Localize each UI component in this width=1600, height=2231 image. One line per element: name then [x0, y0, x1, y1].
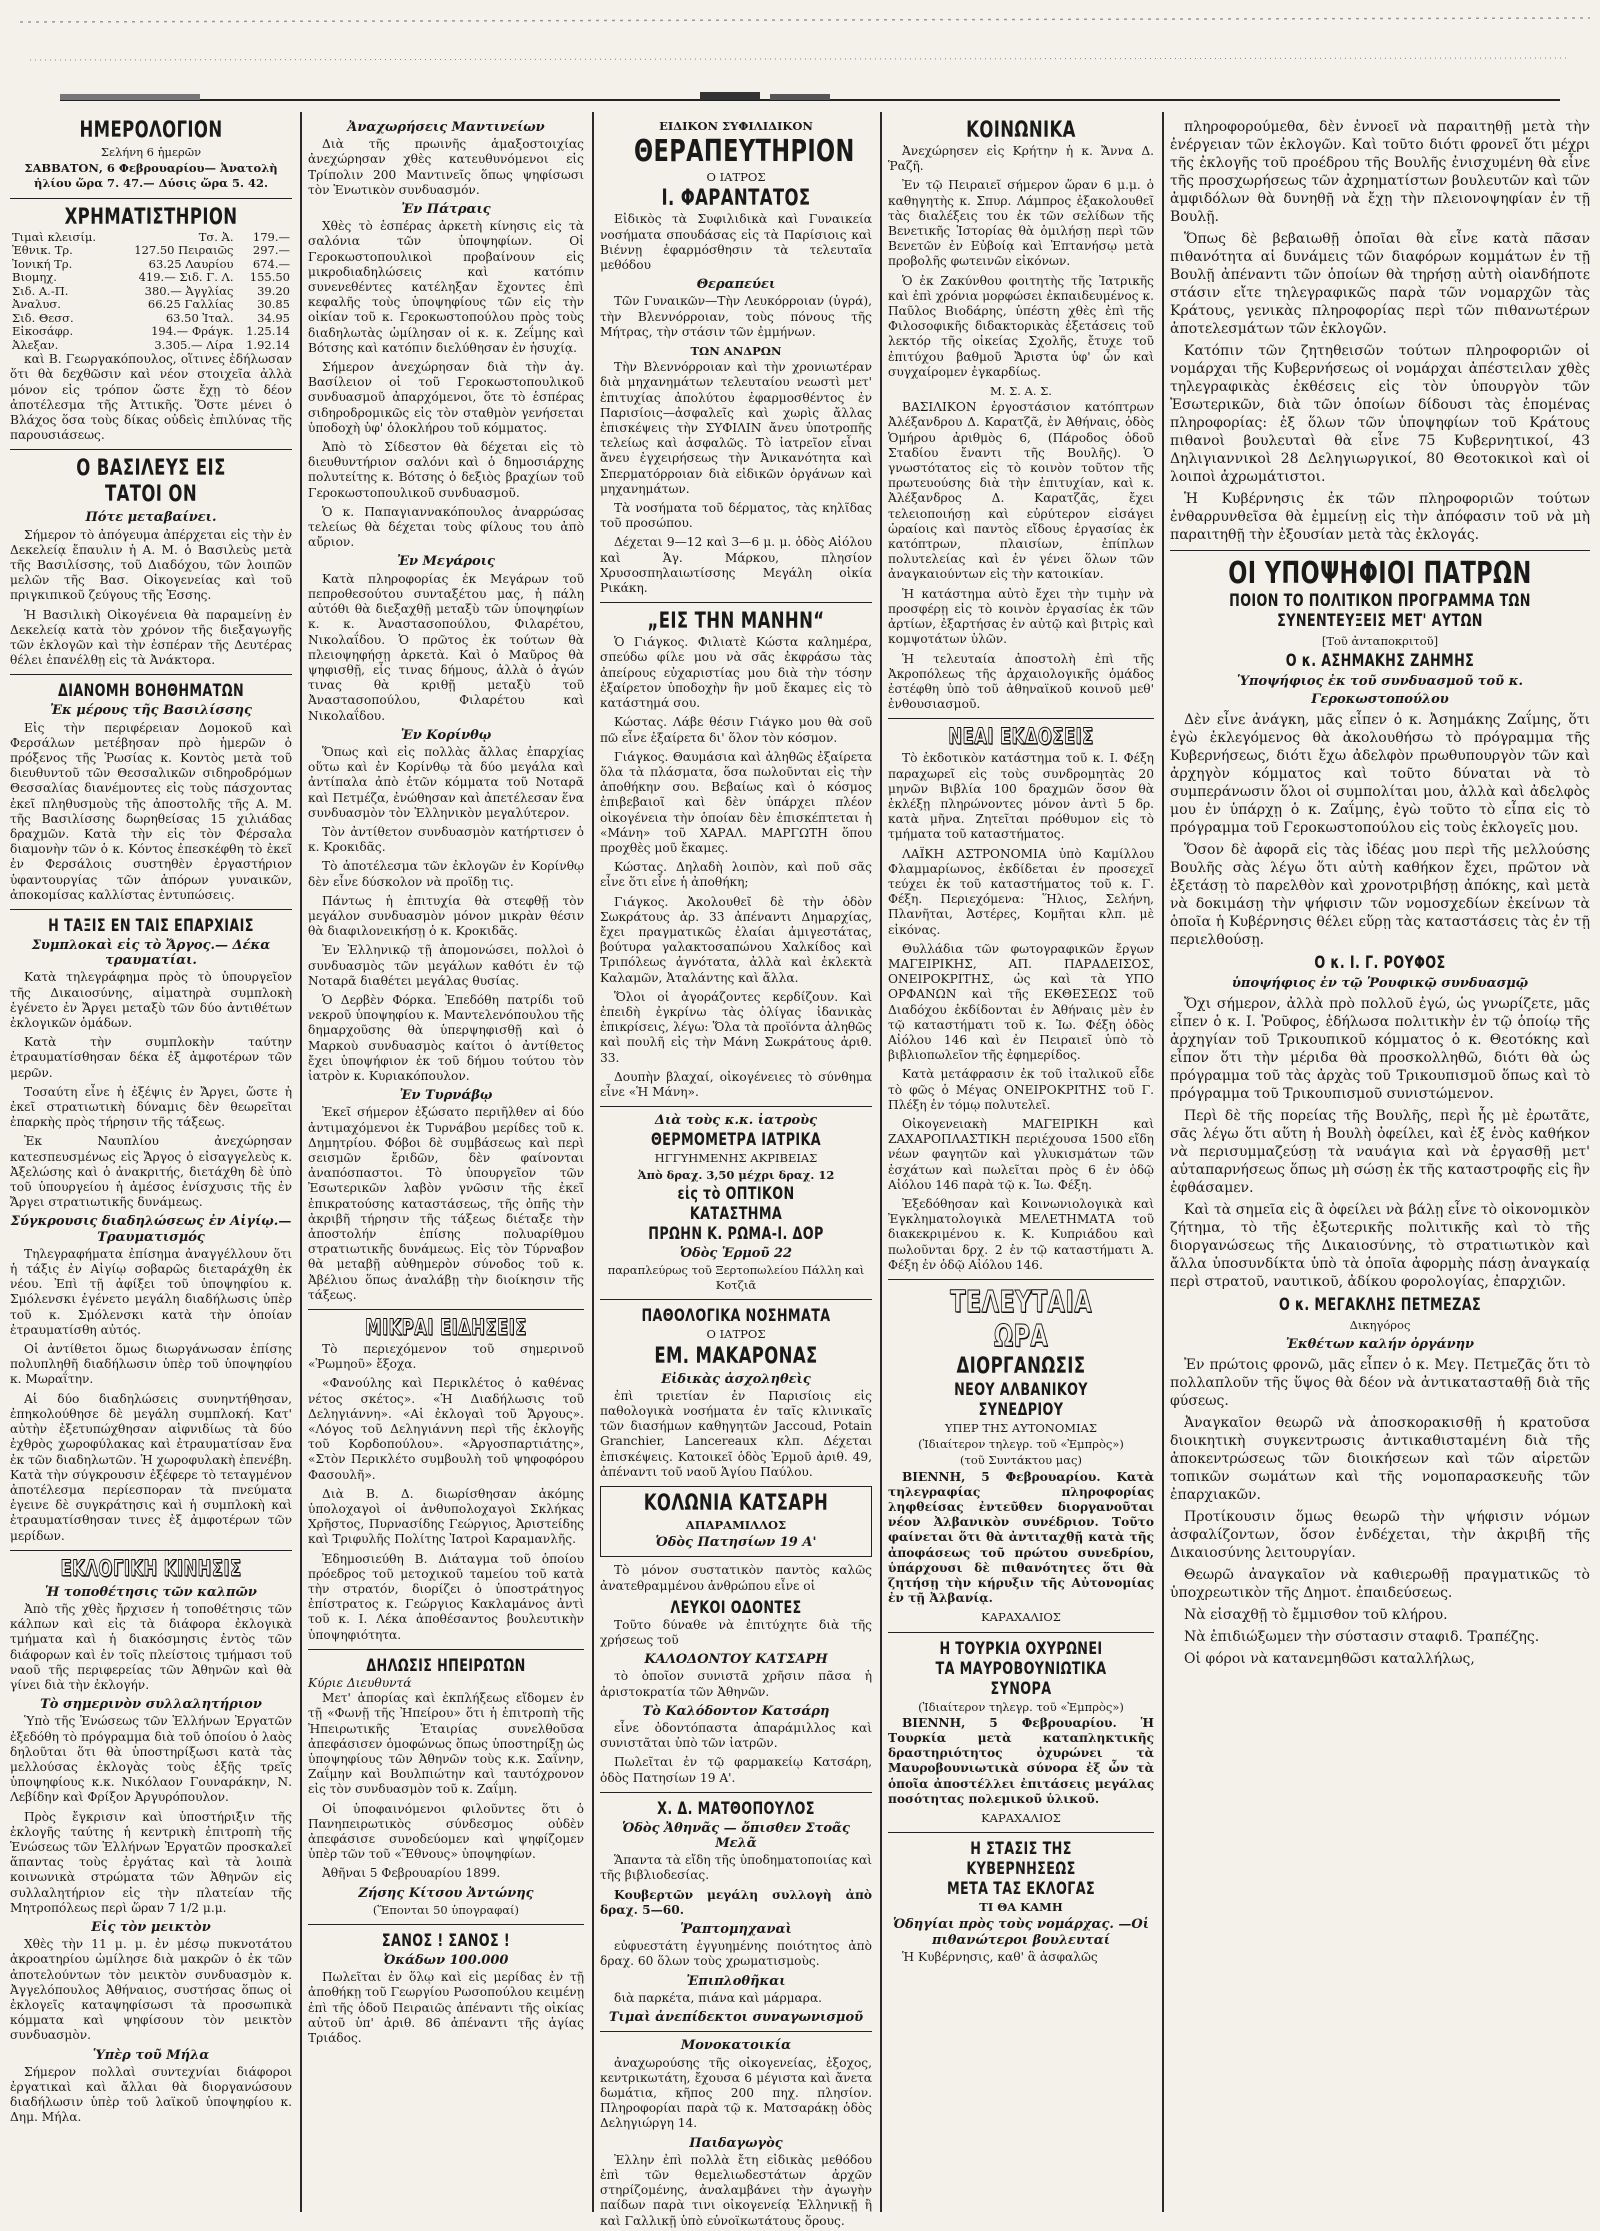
turkey-source: (Ἰδιαίτερον τηλεγρ. τοῦ «Ἐμπρὸς»)	[918, 1699, 1124, 1714]
ad-text: Γιάγκος. Θαυμάσια καὶ ἀληθῶς ἐξαίρετα ὅλα τὰ πλάσματα, ὅσα πωλοῦνται εἰς τὴν ἀποθήκην σου. Βεβαίως καὶ ὁ κόσμος ἐπιβεβαιοῖ καὶ δὲν ὑπάρχει πλέον οἰκογένεια τὴν ὁποίαν δὲν ἐπισκέπτεται ἡ «Μάνη» τοῦ ΧΑΡΑΛ. ΜΑΡΓΩΤΗ ὅπου προχθὲς μοῦ ἔκαμες.	[600, 749, 872, 855]
article-paragraph: Ὄχι σήμερον, ἀλλὰ πρὸ πολλοῦ ἐγώ, ὡς γνωρίζετε, μᾶς εἶπεν ὁ κ. Ι. Ῥοῦφος, ἐδήλωσα πολιτικὴν ἐν τῷ ὁποίῳ τῆς ἀρχηγίαν τοῦ Τρικουπικοῦ κόμματος ὁ κ. Θεοτόκης καὶ εἶπον ὅτι τὴν μέριδα θὰ προσκολληθῶ, διότι θὰ ὡς πρόγραμμα τοῦ τὰς ἀρχὰς τοῦ Τρικουπισμοῦ ὅπως καὶ τὸ πρόγραμμα τοῦ Τρικουπισμοῦ συνιστώμενον.	[1170, 996, 1590, 1102]
mila-subhead: Ὑπὲρ τοῦ Μήλα	[92, 2047, 210, 2063]
article-paragraph: Μετ' ἀπορίας καὶ ἐκπλήξεως εἴδομεν ἐν τῇ «Φωνῇ τῆς Ἠπείρου» ὅτι ἡ ἐπιτροπὴ τῆς Ἠπειρωτικῆς Ἑταιρίας συνελθοῦσα ἀπεφάσισεν ὁμοφώνως ὅπως ὑποστηρίξῃ ὡς ὑποψηφίους τῶν Ἀθηνῶν τοὺς κ.κ. Σαΐνην, Ζαΐμην καὶ Βουλπιώτην καὶ ταυτόχρονον εἰς τὸν συνδυασμὸν τοῦ κ. Ζαΐμη.	[308, 1691, 584, 1797]
article-paragraph: Ὑπὸ τῆς Ἑνώσεως τῶν Ἑλλήνων Ἐργατῶν ἐξεδόθη τὸ πρόγραμμα διὰ τοῦ ὁποίου ὁ λαὸς δηλοῦται ὅτι θὰ ὑποστηρίξωσι κατὰ τὰς μελλούσας ἐκλογὰς τοὺς ἑξῆς τρεῖς ὑποψηφίους κ.κ. Νικόλαον Γουναράκην, Ν. Λεβίδην καὶ Φρίξον Ἀργυρόπουλον.	[10, 1714, 292, 1805]
calendar-moon: Σελήνη 6 ἡμερῶν	[100, 145, 202, 159]
ad-mani-title: „ΕΙΣ ΤΗΝ ΜΑΝΗΝ“	[647, 609, 825, 635]
ad-text: Κώστας. Δηλαδὴ λοιπὸν, καὶ ποῦ σᾶς εἶνε ὅτι εἶνε ἡ ἀποθήκη;	[600, 860, 872, 890]
ad-text: Ἅπαντα τὰ εἴδη τῆς ὑποδηματοποιίας καὶ τῆς βιβλιοδεσίας.	[600, 1853, 872, 1883]
ad-text: εὐφυεστάτη ἐγγυημένης ποιότητος ἀπὸ δραχ. 60 ὅλων τοὺς χρωματισμοὺς.	[600, 1939, 872, 1969]
ad-shop-address: Ὁδὸς Ἀθηνᾶς — ὄπισθεν Στοᾶς Μελᾶ	[622, 1820, 850, 1852]
ad-text: Δέχεται 9—12 καὶ 3—6 μ. μ. ὁδὸς Αἰόλου καὶ Ἁγ. Μάρκου, πλησίον Χρυσοσπηλαιωτίσσης Μεγάλη οἰκία Ρικάκη.	[600, 535, 872, 596]
exchange-cell: 66.25 Γαλλίας	[147, 297, 234, 312]
exchange-cell: 419.— Σιδ. Γ. Λ.	[138, 270, 234, 285]
brief-news-headline: ΜΙΚΡΑΙ ΕΙΔΗΣΕΙΣ	[365, 1316, 527, 1342]
article-paragraph: Εἰς τὴν περιφέρειαν Δομοκοῦ καὶ Φερσάλων μετέβησαν πρὸ ἡμερῶν ὁ πρόξενος τῆς Ῥωσίας κ. Κοντὸς μετὰ τοῦ διευθυντοῦ τῶν Θεσσαλικῶν σιδηροδρόμων Θεσσαλίας διανέμοντες εἰς τοὺς πάσχοντας ἐκεῖ πληθυσμοὺς τῆς ἀποστολῆς τῆς Α. Μ. τῆς Βασιλίσσης δωρηθείσας 15 χιλιάδας δραχμῶν. Κατὰ τὴν εἰς τὸν Φέρσαλα διαμονὴν τῶν ὁ κ. Κόντος ἐπεσκέφθη τὸ ἐκεῖ ἐν Φερσάλοις συστηθὲν ἐργαστήριον ὑφαντουργίας τῶν ἀπόρων γυναικῶν, ἀποκομίσας καλλίστας ἐντυπώσεις.	[10, 720, 292, 902]
social-signature: Μ. Σ. Α. Σ.	[990, 384, 1052, 399]
ad-text: Κώστας. Λάβε θέσιν Γιάγκο μου θὰ σοῦ πῶ εἶνε ἐξαίρετα δι' ὅλον τὸν κόσμον.	[600, 715, 872, 745]
article-paragraph: Τὸ ἀποτέλεσμα τῶν ἐκλογῶν ἐν Κορίνθῳ δὲν εἶνε δύσκολον νὰ προϊδῃ τις.	[308, 859, 584, 889]
ad-thermo-address: Ὁδὸς Ἑρμοῦ 22	[679, 1245, 793, 1261]
exchange-cell: Σιδ. Α.-Π.	[12, 283, 69, 298]
exchange-cell: 179.—	[252, 229, 290, 244]
article-paragraph: Καὶ τὰ σημεῖα εἰς ἃ ὀφείλει νὰ βάλῃ εἶνε τὸ οἰκονομικὸν ζήτημα, τὸ τῆς ἐξωτερικῆς πολιτικῆς καὶ τὸ τῆς διοργανώσεως τῆς Δικαιοσύνης, τὸ στρατιωτικὸν καὶ ἄλλα ὑποσυνδίκτα ὑπὸ τὰ ὁποῖα ἀφορμὴς πάσῃ ἀναγκαίᾳ περὶ στρατοῦ, ναυτικοῦ, ἀδίκου φορολογίας, ἐπαρχιῶν.	[1170, 1202, 1590, 1290]
exchange-after-text: καὶ Β. Γεωργακόπουλος, οἵτινες ἐδήλωσαν ὅτι θὰ δεχθῶσιν καὶ νέον στοιχεῖα ἀλλὰ μόνον εἰς τρόπον ὥστε ἔχῃ τὸ δέον ἀποτέλεσμα τῆς Ἀττικῆς. Ὅστε μένει ὁ Βλάχος ὅσα τοὺς δίκας οὐδεὶς ἐπιλύνας τῆς παρουσιάσεως.	[10, 352, 292, 443]
ad-clinic-top: ΕΙΔΙΚΟΝ ΣΥΦΙΛΙΔΙΚΟΝ	[659, 119, 813, 133]
epirus-signature-note: (Ἕπονται 50 ὑπογραφαί)	[372, 1902, 520, 1917]
article-paragraph: Χθὲς τὴν 11 μ. μ. ἐν μέσῳ πυκνοτάτου ἀκροατηρίου ὡμίλησε διὰ μακρῶν ὁ ἐκ τῶν ἀποτελούντων τὸν μεικτὸν συνδυασμὸν κ. Ἀγγελόπουλος Ἀθήναιος, συστήσας ὅπως οἱ ἐκλογεῖς καταψηφίσωσι τὰ προσωπικὰ κόμματα καὶ ψηφίσουν τὸν μεικτὸν συνδυασμὸν.	[10, 1937, 292, 2043]
article-paragraph: ΒΙΕΝΝΗ, 5 Φεβρουαρίου. Κατὰ τηλεγραφίας πληροφορίας ληφθείσας ἐντεῦθεν διοργανοῦται νέον Ἀλβανικὸν συνέδριον. Τοῦτο φαίνεται ὅτι θὰ ἀντιταχθῇ κατὰ τῆς ἀποφάσεως τοῦ πρώτου συνεδρίου, ὑπάρχουσι δὲ πιθανότητες ὅτι θὰ ζητήσῃ τὴν κήρυξιν τῆς Αὐτονομίας ἐν τῇ Ἀλβανίᾳ.	[888, 1469, 1154, 1606]
ad-thermo-title: ΘΕΡΜΟΜΕΤΡΑ ΙΑΤΡΙΚΑ	[650, 1130, 822, 1151]
exchange-row	[10, 325, 292, 339]
column-5	[1170, 118, 1590, 2208]
ad-clinic-sub: Ο ΙΑΤΡΟΣ	[706, 170, 766, 185]
column-rule	[1162, 112, 1164, 2212]
exchange-cell: 63.50 Ἰταλ.	[165, 310, 234, 325]
article-paragraph: Ἡ κατάστημα αὐτὸ ἔχει τὴν τιμὴν νὰ προσφέρῃ εἰς τὸ κοινὸν ἐργασίας ἐκ τῶν ἀρτίων, ἐξαρτήσας ἐν αὐτῷ καὶ βιτρὶς καὶ κομψοτάτων ὑλῶν.	[888, 586, 1154, 647]
column-3-ads	[600, 118, 872, 2228]
last-hour-headline: ΤΕΛΕΥΤΑΙΑ ΩΡΑ	[950, 1285, 1092, 1355]
government-headline-3: ΤΙ ΘΑ ΚΑΜΗ	[979, 1900, 1063, 1915]
exchange-cell: 674.—	[252, 256, 290, 271]
ad-text: εἶνε ὀδοντόπαστα ἀπαράμιλλος καὶ συνιστᾶται ὑπὸ τῶν ἰατρῶν.	[600, 1721, 872, 1751]
column-1	[10, 118, 292, 2208]
column-4	[888, 118, 1154, 2208]
article-paragraph: Ὁ κ. Παπαγιαννακόπουλος ἀναρρώσας τελείως θὰ δέχεται τοὺς φίλους του ἀπὸ αὔριον.	[308, 504, 584, 550]
mantinea-subhead: Ἀναχωρήσεις Μαντινείων	[347, 120, 545, 135]
hay-ad-amount: Ὀκάδων 100.000	[383, 1952, 509, 1968]
albania-headline-3: ΥΠΕΡ ΤΗΣ ΑΥΤΟΝΟΜΙΑΣ	[944, 1421, 1098, 1436]
turkey-headline-2: ΤΑ ΜΑΥΡΟΒΟΥΝΙΩΤΙΚΑ ΣΥΝΟΡΑ	[935, 1658, 1107, 1699]
zaimis-headline: Ο κ. ΑΣΗΜΑΚΗΣ ΖΑΗΜΗΣ	[1285, 651, 1475, 671]
government-headline-1: Η ΣΤΑΣΙΣ ΤΗΣ ΚΥΒΕΡΝΗΣΕΩΣ	[966, 1839, 1076, 1880]
article-paragraph: Τὸ περιεχόμενον τοῦ σημερινοῦ «Ῥωμηοῦ» ἔξοχα.	[308, 1342, 584, 1372]
exchange-cell: Ἰονική Τρ.	[12, 256, 73, 271]
article-paragraph: Κατὰ πληροφορίας ἐκ Μεγάρων τοῦ πεπροθεσούτου συνταξέτου μας, ἡ πάλη αὐτόθι θὰ διεξαχθῇ μεταξὺ τῶν ὑποψηφίων κ. κ. Ἀναστασοπούλου, Φιλαρέτου, Νικολαΐδου. Ὁ πρῶτος ἐκ τούτων θὰ πλειοψηφήσῃ ἀρκετὰ. Καὶ ὁ Μαῦρος θὰ ψηφισθῇ, εἶς τινας δήμους, ἀλλὰ ὁ ἀγών τινας θὰ κριθῇ μεταξὺ τοῦ Ἀναστασοπούλου, Φιλαρέτου καὶ Νικολαΐδου.	[308, 571, 584, 723]
new-editions-headline: ΝΕΑΙ ΕΚΔΟΣΕΙΣ	[948, 725, 1094, 751]
article-paragraph: Οἱ ἀντίθετοι ὅμως διωργάνωσαν ἐπίσης πολυπληθῆ διαδήλωσιν ὑπὲρ τοῦ ὑποψηφίου κ. Μωραΐτην.	[10, 1342, 292, 1387]
aid-headline: ΔΙΑΝΟΜΗ ΒΟΗΘΗΜΑΤΩΝ	[57, 681, 245, 702]
exchange-cell: Σιδ. Θεσσ.	[12, 310, 74, 325]
article-paragraph: Θεωρῶ ἀναγκαῖον νὰ καθιερωθῇ πραγματικῶς τὸ ὑποχρεωτικὸν τῆς Δημοτ. ἐπαιδεύσεως.	[1170, 1567, 1590, 1601]
article-paragraph: Ὅσον δὲ ἀφορᾶ εἰς τὰς ἰδέας μου περὶ τῆς μελλούσης Βουλῆς σὰς λέγω ὅτι αὐτὴ καθήκον ἔχει, πρῶτον νὰ ἐξετάσῃ τὸ παρελθὸν καὶ χρονοτριβήσῃ ἀπόκης, καὶ μετὰ νὰ δοκιμάσῃ τὴν ψήφισιν τῶν νομοσχεδίων ἐκείνων τὰ ὁποῖα ἡ Κυβέρνησις θέλει εὕρῃ τὰς καταστάσεις τὰς ἐν τῇ περιελθούσῃ.	[1170, 842, 1590, 948]
article-paragraph: Ἐδημοσιεύθη Β. Διάταγμα τοῦ ὁποίου πρόεδρος τοῦ μετοχικοῦ ταμείου τοῦ κατὰ τὴν στρατόν, διορίζει ὁ ὑποστράτηγος ἐπίστρατος κ. Γεώργιος Κακλαμάνος ἀντὶ τοῦ κ. Ι. Λέκα ἀποθέσαντος βουλευτικὴν ὑποψηφιότητα.	[308, 1551, 584, 1642]
article-paragraph: Κατόπιν τῶν ζητηθεισῶν τούτων πληροφοριῶν οἱ νομάρχαι τῆς Κυβερνήσεως οἱ νομάρχαι ἀπέστειλαν χθὲς τηλεγραφικὰς ἐκθέσεις εἰς τὸν ὑπουργὸν τῶν Ἐσωτερικῶν, διὰ τῶν ὁποίων δίδουσι τὰς ἑπομένας πληροφορίας: ἐξ ὅλων τῶν ὑποψηφίων τοῦ Κράτους πιθανοὶ βουλευταὶ θὰ εἶνε 75 Κυβερνητικοί, 43 Δηλιγιαννικοὶ 28 Δεληγιωργικοί, 80 Θεοτοκικοὶ καὶ οἱ λοιποὶ ἀχρωμάτιστοι.	[1170, 343, 1590, 485]
exchange-row	[10, 298, 292, 312]
ad-text: ἀναχωρούσης τῆς οἰκογενείας, ἐξοχος, κεντρικωτάτη, ἔχουσα 6 μέγιστα καὶ ἄνετα δωμάτια, κῆπος 200 πηχ. πλησίον. Πληροφορίαι παρὰ τῷ κ. Ματσαράκῃ ὁδὸς Δεληγιώργη 14.	[600, 2055, 872, 2131]
ad-clinic-men: ΤΩΝ ΑΝΔΡΩΝ	[690, 344, 782, 359]
turkey-headline-1: Η ΤΟΥΡΚΙΑ ΟΧΥΡΩΝΕΙ	[939, 1638, 1103, 1659]
ballot-subhead: Ἡ τοποθέτησις τῶν καλπῶν	[45, 1584, 257, 1600]
ad-furniture-head: Ἐπιπλοθῆκαι	[686, 1973, 786, 1989]
patras-correspondent: [Τοῦ ἀνταποκριτοῦ]	[1321, 634, 1439, 648]
article-paragraph: Θυλλάδια τῶν φωτογραφικῶν ἔργων ΜΑΓΕΙΡΙΚΗΣ, ΑΠ. ΠΑΡΑΔΕΙΣΟΣ, ΟΝΕΙΡΟΚΡΙΤΗΣ, ὡς καὶ τὰ ΥΠΟ ΟΡΦΑΝΩΝ καὶ τῆς ΕΚΘΕΣΕΩΣ τοῦ Διαδόχου ἐκδίδονται ἐν Ἀθήναις μὲν ἐν τῷ καταστήματι τοῦ κ. Ἰω. Φέξη ὁδὸς Αἰόλου 146 καὶ ἐν Πειραιεῖ ὑπὸ τὸ βιβλιοπωλεῖον τῆς ἐφημερίδος.	[888, 941, 1154, 1063]
article-paragraph: Ἀναγκαῖον θεωρῶ νὰ ἀποσκορακισθῇ ἡ κρατοῦσα διοικητικὴ συγκεντρωσις ἀντικαθισταμένη διὰ τῆς ἀποκεντρώσεως τῶν διοικήσεων καὶ τῶν αἱρετῶν τοπικῶν σωμάτων καὶ τῆς νομοπαρασκευῆς τῶν ἐπαρχιακῶν.	[1170, 1415, 1590, 1503]
ad-text: Ὅλοι οἱ ἀγοράζοντες κερδίζουν. Καὶ ἐπειδὴ ἐγκρίνω τὰς ὀλίγας ἰδανικὰς ἐπικρίσεις, λέγω: Ὅλα τὰ προϊόντα ἀληθῶς καὶ πουλῆ εἰς τὴν Μάνη Σωκράτους ἀριθ. 33.	[600, 989, 872, 1065]
column-rule	[880, 112, 882, 2212]
ad-text: Τὸ μόνον συστατικὸν παντὸς καλῶς ἀνατεθραμμένου ἀνθρώπου εἶνε οἱ	[600, 1563, 872, 1593]
ad-clinic-subhead: Θεραπεύει	[696, 277, 776, 293]
albania-headline-1: ΔΙΟΡΓΑΝΩΣΙΣ	[956, 1354, 1086, 1380]
article-paragraph: Ἐν τῷ Πειραιεῖ σήμερον ὥραν 6 μ.μ. ὁ καθηγητὴς κ. Σπυρ. Λάμπρος ἐξακολουθεῖ τὰς διαλέξεις του ἐκ τῶν σελίδων τῆς Βενετικῆς Ἱστορίας θὰ ὁμιλήσῃ περὶ τῶν Βενετῶν ἐν Εὐβοίᾳ καὶ Ἑπτανήσῳ μετὰ προβολῆς φωτεινῶν εἰκόνων.	[888, 178, 1154, 269]
article-paragraph: Πάντως ἡ ἐπιτυχία θὰ στεφθῇ τὸν μεγάλον συνδυασμὸν μόνον μικρὰν θέσιν θὰ διαφιλονεικήσῃ ὁ κ. Κροκιδᾶς.	[308, 893, 584, 939]
ad-path-subhead: Εἰδικὰς ἀσχοληθεὶς	[661, 1371, 811, 1387]
ad-house-head: Μονοκατοικία	[680, 2038, 792, 2054]
article-paragraph: Κατὰ τὴν συμπλοκὴν ταύτην ἐτραυματίσθησαν δέκα ἐξ ἀμφοτέρων τῶν μερῶν.	[10, 1035, 292, 1080]
ad-shop-name: Χ. Δ. ΜΑΤΘΟΠΟΥΛΟΣ	[657, 1798, 815, 1819]
article-paragraph: Ἀπὸ τὸ Σίδεστον θὰ δέχεται εἰς τὸ διευθυντήριον σαλόνι καὶ ὁ δημοσιάρχης πολυτείτης κ. Βότσης ὁ δεξιὸς βραχίων τοῦ Γεροκωστοπουλικοῦ συνδυασμοῦ.	[308, 440, 584, 500]
article-paragraph: Τὸ ἐκδοτικὸν κατάστημα τοῦ κ. Ι. Φέξη παραχωρεῖ εἰς τοὺς συνδρομητὰς 20 μηνῶν Βιβλία 100 δραχμῶν ὅσον θὰ ἐκλέξῃ πληρώνοντες μόνον ἀντὶ 5 δρ. κατὰ μῆνα. Ζητεῖται πρόθυμον εἰς τὸ τμήματα τοῦ καταστήματος.	[888, 751, 1154, 842]
article-paragraph: Πωλεῖται ἐν ὅλῳ καὶ εἰς μερίδας ἐν τῇ ἀποθήκῃ τοῦ Γεωργίου Ρωσοπούλου κειμένῃ ἐπὶ τῆς ὁδοῦ Πειραιῶς ἀπέναντι τῆς οἰκίας αὐτοῦ ὑπ' ἀριθ. 86 ἀπέναντι τῆς ἁγίας Τριάδος.	[308, 1970, 584, 2045]
exchange-cell: 3.305.— Λίρα	[154, 337, 234, 352]
ad-clinic-title: ΘΕΡΑΠΕΥΤΗΡΙΟΝ	[634, 134, 855, 170]
patras-candidates-headline: ΟΙ ΥΠΟΨΗΦΙΟΙ ΠΑΤΡΩΝ	[1228, 556, 1532, 591]
ad-path-doctor: ΕΜ. ΜΑΚΑΡΟΝΑΣ	[654, 1343, 818, 1369]
article-paragraph: Προτίκουσιν ὅμως θεωρῶ τὴν ψήφισιν νόμων ἀσφαλίζοντων, ὅσον ἐνδέχεται, τὴν ἀκριβῆ τῆς Δικαιοσύνης λειτουργίαν.	[1170, 1509, 1590, 1561]
article-paragraph: Ἡ Κυβέρνησις ἐκ τῶν πληροφοριῶν τούτων ἐνθαρρυνθεῖσα θὰ ἐμμείνῃ εἰς τὴν ἀπόφασιν τοῦ νὰ μὴ παραιτηθῇ τὴν ἐξουσίαν μετὰ τὰς ἐκλογάς.	[1170, 491, 1590, 543]
hay-ad-headline: ΣΑΝΟΣ ! ΣΑΝΟΣ !	[381, 1930, 511, 1951]
calendar-date: ΣΑΒΒΑΤΟΝ, 6 Φεβρουαρίου— Ἀνατολὴ ἡλίου ὥρα 7. 47.— Δύσις ὥρα 5. 42.	[24, 161, 278, 191]
corinth-subhead: Ἐν Κορίνθῳ	[400, 727, 492, 743]
exchange-cell: Βιομηχ.	[12, 270, 57, 285]
ad-thermo-for: Διὰ τοὺς κ.κ. ἰατροὺς	[654, 1113, 818, 1129]
ad-thermo-shop2: ΠΡΩΗΝ Κ. ΡΩΜΑ-Ι. ΔΟΡ	[648, 1223, 824, 1244]
ad-text: Τοῦτο δύναθε νὰ ἐπιτύχητε διὰ τῆς χρήσεως τοῦ	[600, 1617, 872, 1648]
article-paragraph: Ἡ τελευταία ἀποστολὴ ἐπὶ τῆς Ἀκροπόλεως τῆς ἀρχαιολογικῆς ὁμάδος ἐστέφθη ὑπὸ τοῦ ἀθηναϊκοῦ κοινοῦ μεθ' ἐνθουσιασμοῦ.	[888, 651, 1154, 712]
article-paragraph: Ἡ Κυβέρνησις, καθ' ἃ ἀσφαλῶς	[902, 1949, 1098, 1964]
petmezas-headline: Ο κ. ΜΕΓΑΚΛΗΣ ΠΕΤΜΕΖΑΣ	[1278, 1295, 1482, 1315]
exchange-cell: Εἰκοσάφρ.	[12, 324, 74, 339]
ad-text: Ὁ Γιάγκος. Φιλιατὲ Κώστα καλημέρα, σπεύδω φίλε μου νὰ σᾶς ἐκφράσω τὰς ἀπείρους εὐχαριστίας μου διὰ τὴν τόσην ἐξαίρετον ὑποδοχὴν ἣν μοῦ ἔκαμες εἰς τὸ κατάστημά σου.	[600, 635, 872, 711]
article-paragraph: Χθὲς τὸ ἑσπέρας ἀρκετὴ κίνησις εἰς τὰ σαλόνια τῶν ὑποψηφίων. Οἱ Γεροκωστοπουλικοὶ προβαίνουν εἰς μικροδιαδηλώσεις καὶ κατόπιν συνενεθέντες κατέληξαν ἔχοντες ἐπὶ κεφαλῆς τοὺς ὑποψηφίους τῶν εἰς τὴν οἰκίαν τοῦ κ. Γεροκωστοπούλου πρὸς τοὺς διαδηλωτὰς ὡμίλησαν οἱ κ. κ. Ζεΐμης καὶ Βότσης καὶ κατόπιν διελύθησαν ἐν ἡσυχίᾳ.	[308, 219, 584, 355]
patras-program-headline: ΠΟΙΟΝ ΤΟ ΠΟΛΙΤΙΚΟΝ ΠΡΟΓΡΑΜΜΑ ΤΩΝ	[1229, 591, 1531, 611]
albania-source: (Ἰδιαίτερον τηλεγρ. τοῦ «Ἐμπρὸς»)	[918, 1437, 1124, 1452]
article-paragraph: Ἀθῆναι 5 Φεβρουαρίου 1899.	[322, 1866, 501, 1881]
labour-subhead: Τὸ σημερινὸν συλλαλητήριον	[40, 1697, 262, 1713]
exchange-cell: Ἀναλυσ.	[12, 297, 61, 312]
article-paragraph: Οἱ ὑποφαινόμενοι φιλοῦντες ὅτι ὁ Πανηπειρωτικὸς σύνδεσμος οὐδὲν ἀπεφάσισε συνοδεύομεν καὶ ψηφίζομεν ὑπὲρ τῶν τοῦ «Ἔθνους» ὑποψηφίων.	[308, 1801, 584, 1862]
article-paragraph: Ἐν πρώτοις φρονῶ, μᾶς εἶπεν ὁ κ. Μεγ. Πετμεζᾶς ὅτι τὸ πολλαπλοῦν τῆς ὕψος θὰ δέον νὰ ἀντικατασταθῇ διὰ τῆς φύσεως.	[1170, 1357, 1590, 1409]
social-headline: ΚΟΙΝΩΝΙΚΑ	[966, 118, 1076, 143]
exchange-cell: 380.— Ἀγγλίας	[144, 283, 234, 298]
tatoi-subhead: Πότε μεταβαίνει.	[85, 510, 217, 526]
exchange-cell: 194.— Φράγκ.	[151, 324, 234, 339]
article-paragraph: Οἰκογενειακὴ ΜΑΓΕΙΡΙΚΗ καὶ ΖΑΧΑΡΟΠΛΑΣΤΙΚΗ περιέχουσα 1500 εἴδη νέων φαγητῶν καὶ γλυκισμάτων τῶν ἐσχάτων καὶ πωλεῖται πρὸς 6 ἐν ὁδῷ Αἰόλου 146 παρὰ τῷ κ. Ἰω. Φέξη.	[888, 1116, 1154, 1192]
ad-toothpaste-name: ΚΑΛΟΔΟΝΤΟΥ ΚΑΤΣΑΡΗ	[644, 1652, 828, 1668]
zaimis-subhead: Ὑποψήφιος ἐκ τοῦ συνδυασμοῦ τοῦ κ. Γεροκωστοπούλου	[1236, 674, 1524, 707]
albania-headline-2: ΝΕΟΥ ΑΛΒΑΝΙΚΟΥ ΣΥΝΕΔΡΙΟΥ	[954, 1380, 1088, 1421]
exchange-row	[10, 231, 292, 245]
ad-cologne-box	[600, 1486, 872, 1557]
ad-cologne-address: Ὁδὸς Πατησίων 19 Α'	[655, 1535, 817, 1551]
article-paragraph: Διὰ Β. Δ. διωρίσθησαν ἀκόμης ὑπολοχαγοὶ οἱ ἀνθυπολοχαγοὶ Σκλήκας Χρῆστος, Πυρνασίδης Γεώργιος, Ἀριστείδης καὶ Τριφυλῆς Πολίτης Ἰατροὶ Καραμανλῆς.	[308, 1486, 584, 1547]
exchange-table	[10, 231, 292, 353]
ad-thermo-note: παραπλεύρως τοῦ Ξερτοπωλείου Πάλλη καὶ Κοτζιᾶ	[607, 1262, 865, 1293]
petmezas-subhead: Ἐκθέτων καλήν ὀργάνην	[1285, 1337, 1475, 1352]
article-paragraph: ΛΑΪΚΗ ΑΣΤΡΟΝΟΜΙΑ ὑπὸ Καμίλλου Φλαμμαρίωνος, ἐκδίδεται ἐν προσεχεῖ τεύχει ἐκ τοῦ καταστήματος τοῦ κ. Γ. Φέξη. Περιεχόμενα: Ἥλιος, Σελήνη, Πλανῆται, Ἀστέρες, Κομῆται κλπ. μὲ εἰκόνας.	[888, 846, 1154, 937]
petmezas-profession: Δικηγόρος	[1349, 1318, 1411, 1332]
article-paragraph: Ἐν Ἐλληνικῷ τῇ ἀπομονώσει, πολλοὶ ὁ συνδυασμὸς τῶν μεγάλων καθότι ἐν τῷ Νοταρᾶ διαθέτει μεγάλας θυσίας.	[308, 943, 584, 988]
mixed-subhead: Εἰς τὸν μεικτὸν	[91, 1919, 211, 1935]
epirus-signature: Ζήσης Κίτσου Ἀντώνης	[358, 1885, 534, 1901]
header-band	[0, 0, 1600, 100]
ad-prices: Τιμαὶ ἀνεπίδεκτοι συναγωνισμοῦ	[608, 2010, 864, 2026]
ad-text: Κουβερτῶν μεγάλη συλλογὴ ἀπὸ δραχ. 5—60.	[600, 1887, 872, 1917]
article-paragraph: Ὁ ἐκ Ζακύνθου φοιτητὴς τῆς Ἰατρικῆς καὶ ἐπὶ χρόνια μορφώσει ἐκπαιδευμένος κ. Παῦλος Βιοδάρης, ὑπέστη χθὲς ἐπὶ τῆς Φιλοσοφικῆς διδακτορικὰς ἐξετάσεις τοῦ λεκτόρ τῆς οἰκείας Σχολῆς, ἔτυχε τοῦ ἐπιτύχου βαθμοῦ Ἄριστα ὑφ' ὧν καὶ συγχαίρομεν ἐγκαρδίως.	[888, 273, 1154, 379]
column-2	[308, 118, 584, 2208]
exchange-cell: 155.50	[249, 270, 290, 285]
article-paragraph: Σήμερον πολλαὶ συντεχνίαι διάφοροι ἐργατικαὶ καὶ ἄλλαι θὰ διοργανώσουν διαδήλωσιν ὑπὲρ τοῦ λαϊκοῦ ὑποψηφίου κ. Δημ. Μήλα.	[10, 2064, 292, 2125]
ad-text: Τῶν Γυναικῶν—Τὴν Λευκόρροιαν (ὑγρά), τὴν Βλεννόρροιαν, τοὺς πόνους τῆς Μήτρας, τὴν στάσιν τῶν ἐμμήνων.	[600, 294, 872, 339]
article-paragraph: Διὰ τῆς πρωινῆς ἁμαξοστοιχίας ἀνεχώρησαν χθὲς κατευθυνόμενοι εἰς Τρίπολιν 200 Μαντινεῖς ὅπως ψηφίσωσι τὸν Ἑνωτικὸν συνδυασμόν.	[308, 137, 584, 197]
ad-thermo-price: Ἀπὸ δραχ. 3,50 μέχρι δραχ. 12	[637, 1167, 835, 1182]
exchange-cell: 39.20	[257, 283, 290, 298]
article-paragraph: Νὰ ἐπιδιώξωμεν τὴν σύστασιν σταφιδ. Τραπέζης.	[1184, 1629, 1540, 1645]
argos-subhead: Συμπλοκαὶ εἰς τὸ Ἄργος.— Δέκα τραυματίαι.	[31, 938, 271, 969]
exchange-row	[10, 285, 292, 299]
article-paragraph: Ἀπὸ τῆς χθὲς ἤρχισεν ἡ τοποθέτησις τῶν κάλπων καὶ εἰς τὰ διάφορα ἐκλογικὰ τμήματα καὶ ἡ διακόσμησις ἐντὸς τῶν διάφορων καὶ ἐν τοῖς πλείστοις τμήμασι τοῦ ναοῦ τῆς περιφερείας τῶν Ἀθηνῶν καὶ θὰ γίνει διὰ τὴν ἐκλογήν.	[10, 1601, 292, 1692]
article-paragraph: Δὲν εἶνε ἀνάγκη, μᾶς εἶπεν ὁ κ. Ἀσημάκης Ζαΐμης, ὅτι ἐγὼ ἐκλεγόμενος θὰ ἀκολουθήσω τὸ πρόγραμμα τῆς Κυβερνήσεως, διότι ἔχω ἀδελφὸν πρωθυπουργὸν τῶν καὶ ἀρχηγὸν κόμματος καὶ τοῦτο δύναται νὰ τὸ συμπεράνωσιν ὅλοι οἱ συμπολίται μου, ἀλλὰ καὶ ἀδελφὸς μου ἐν ὑπάρχῃ ὁ κ. Ζαΐμης, ἐγὼ τοῦτο τὸ εἶπα εἰς τὸ πρόγραμμα τοῦ Γεροκωστοπούλου εἰς τοὺς ἐκλογεῖς μου.	[1170, 712, 1590, 836]
column-rule	[300, 112, 302, 2212]
ad-thermo-sub: ΗΓΓΥΗΜΕΝΗΣ ΑΚΡΙΒΕΙΑΣ	[654, 1151, 818, 1166]
article-paragraph: Οἱ φόροι νὰ κατανεμηθῶσι καταλλήλως,	[1184, 1651, 1475, 1667]
article-paragraph: Σήμερον ἀνεχώρησαν διὰ τὴν ἀγ. Βασίλειον οἱ τοῦ Γεροκωστοπουλικοῦ συνδυασμοῦ ἀπαρχόμενοι, ὅτε τὸ ἑσπέρας σιδηροδρομικῶς εἰς τὸν σταθμὸν γενήσεται ὑποδοχὴ ὑφ' ὁλοκλήρου τοῦ κόμματος.	[308, 360, 584, 435]
article-paragraph: Τοσαύτη εἶνε ἡ ἐξέψις ἐν Ἄργει, ὥστε ἡ ἐκεῖ στρατιωτικὴ δύναμις δὲν θεωρεῖται ἐπαρκὴς πρὸς τήρησιν τῆς τάξεως.	[10, 1084, 292, 1130]
ad-text: Τὴν Βλεννόρροιαν καὶ τὴν χρονιωτέραν διὰ μηχανημάτων τελευταίου νεωστὶ μετ' ἐπιτυχίας ἀπολύτου ἐφαρμοσθέντος ἐν Παρισίοις—ἀσφαλεῖς καὶ χωρὶς ἄλλας ἐπισκέψεις τὴν ΣΥΦΙΛΙΝ ἄνευ ὑποτροπῆς τελείως καὶ ἀσφαλῶς. Τὸ ἰατρεῖον εἶναι ἄνευ ἐγχειρήσεως τὴν Ἀνικανότητα καὶ Σπερματόρροιαν διὰ εἰδικῶν ὀργάνων καὶ μηχανημάτων.	[600, 360, 872, 496]
exchange-cell: Τσ. Ἀ.	[198, 229, 234, 244]
electoral-headline: ΕΚΛΟΓΙΚΗ ΚΙΝΗΣΙΣ	[60, 1556, 242, 1582]
article-paragraph: Ἐκεῖ σήμερον ἐξώσατο περιῆλθεν αἱ δύο ἀντιμαχόμενοι ἐκ Τυρνάβου μερίδες τοῦ κ. Δημητρίου. Φόβοι δὲ συμβάσεως καὶ περὶ σεισμῶν ἔριδῶν, δὲν φαίνονται ἀναπόσπαστοι. Τὸ ὑπουργεῖον τῶν Ἐσωτερικῶν λαβὸν γνῶσιν τῆς ἐκεῖ ἐπικρατούσης καταστάσεως, τῆς ὁπῆς τὴν ἀκριβῆ τήρησιν τῆς τάξεως διέταξε τὴν ἀποστολήν ἐπίσης πολυαρίθμου στρατιωτικῆς δυνάμεως. Εἰς τὸν Τύρναβον θὰ μεταβῇ αὐθημερὸν σύνοδος τοῦ κ. Ἀβέλιου ὅπως ἀναλάβῃ τὴν διοίκησιν τῆς τάξεως.	[308, 1105, 584, 1302]
epirus-salutation: Κύριε Διευθυντά	[308, 1675, 412, 1690]
article-paragraph: «Φανούλης καὶ Περικλέτος ὁ καθένας νέτος σκέτος». «Ἡ Διαδήλωσις τοῦ Δεληγιάννη». «Αἱ ἐκλογαὶ τοῦ Ἄργους». «Λόγος τοῦ Δεληγιάννη περὶ τῆς ἐκλογῆς τοῦ Κορδοπούλου». «Ἀργοσπαρτιάτης», «Στὸν Περικλέτο συμβουλὴ τοῦ ψηφοφόρου Φασουλῆ».	[308, 1376, 584, 1482]
article-paragraph: Ὅπως καὶ εἰς πολλὰς ἄλλας ἐπαρχίας οὕτω καὶ ἐν Κορίνθῳ τὰ δύο μεγάλα καὶ ἀντίπαλα ἀπὸ ἐτῶν κόμματα τοῦ Νοταρᾶ καὶ Πετμέζα, ἐνώθησαν καὶ ἀπετέλεσαν ἕνα συνδυασμὸν τὸν Ἑλληνικὸν μεγαλύτερον.	[308, 744, 584, 820]
ad-text: Γιάγκος. Ἀκολουθεῖ δὲ τὴν ὁδὸν Σωκράτους ἀρ. 33 ἀπέναντι Δημαρχίας, ἔχει πραγματικῶς ἐλαίαι ἀμιγεστάτας, βούτυρα γαλακτοσαπώνου Χαλκίδος καὶ Τριπόλεως ἀγνότατα, ἀλλὰ καὶ ἐκλεκτὰ Καλαμῶν, Ἀταλάντης καὶ ἄλλα.	[600, 894, 872, 985]
ad-text: Ἐλλην ἐπὶ πολλὰ ἔτη εἰδικὰς μεθόδου ἐπὶ τῶν θεμελιωδεστάτων ἀρχῶν στηρίζομένης, ἀναλαμβάνει τὴν ἀγωγὴν παίδων παρὰ τινι οἰκογενείᾳ Ἑλληνικῇ ἢ καὶ Γαλλικῇ ὑπὸ εὐνοϊκωτάτους ὅρους.	[600, 2152, 872, 2228]
column-rule	[592, 112, 594, 2212]
article-paragraph: Ἡ Βασιλικὴ Οἰκογένεια θὰ παραμείνῃ ἐν Δεκελείᾳ κατὰ τὸν χρόνον τῆς διεξαγωγῆς τῶν ἐκλογῶν καὶ τὴν ἐσπέραν τῆς Δευτέρας θέλει ἐπανέλθῃ εἰς τὰ Ἀνάκτορα.	[10, 607, 292, 668]
tyrnavo-subhead: Ἐν Τυρνάβῳ	[399, 1088, 493, 1104]
albania-source2: (τοῦ Συντάκτου μας)	[960, 1453, 1082, 1468]
ad-text: Δουπὴν βλαχαί, οἰκογένειες τὸ σύνθημα εἶνε «Ἡ Μάνη».	[600, 1069, 872, 1099]
article-paragraph: Ἀνεχώρησεν εἰς Κρήτην ἡ κ. Ἄννα Δ. Ῥαζῆ.	[888, 144, 1154, 174]
exchange-cell: Τιμαὶ κλεισίμ.	[12, 229, 97, 244]
provinces-headline: Η ΤΑΞΙΣ ΕΝ ΤΑΙΣ ΕΠΑΡΧΙΑΙΣ	[48, 916, 254, 936]
article-paragraph: πληροφορούμεθα, δὲν ἐννοεῖ νὰ παραιτηθῇ μετὰ τὴν ἐνέργειαν τῶν ἐκλογῶν. Καὶ τοῦτο διότι φρονεῖ ὅτι μέχρι τῆς ἐκλογῆς τοῦ προέδρου τῆς Βουλῆς ἐνισχυμένη θὰ εἶνε τῆς προσχωρήσεως τῶν ἀχρηματίστων βουλευτῶν καὶ τῶν ἀμφιδόλων θὰ δυνηθῇ νὰ ἔχῃ τὴν πλειονοψηφίαν ἐν τῇ Βουλῇ.	[1170, 119, 1590, 225]
ad-text: Τὰ νοσήματα τοῦ δέρματος, τὰς κηλῖδας τοῦ προσώπου.	[600, 501, 872, 531]
article-paragraph: Πρὸς ἔγκρισιν καὶ ὑποστήριξιν τῆς ἐκλογῆς ταύτης ἡ κεντρικὴ ἐπιτροπὴ τῆς Ἑνώσεως τῶν Ἑλλήνων Ἐργατῶν προσκαλεῖ ἅπαντας τοὺς ἐργάτας καὶ τὰ λοιπὰ κοινωνικὰ στρώματα τῶν Ἀθηνῶν εἰς συλλαλητήριον εἰς τὴν πλατείαν τῆς Μητροπόλεως περὶ ὥραν 7 1/2 μ.μ.	[10, 1809, 292, 1915]
ad-clinic-doctor: Ι. ΦΑΡΑΝΤΑΤΟΣ	[661, 186, 811, 212]
ad-path-sub: Ο ΙΑΤΡΟΣ	[706, 1327, 766, 1342]
ad-cologne-sub: ΑΠΑΡΑΜΙΛΛΟΣ	[685, 1518, 787, 1533]
turkey-signature: ΚΑΡΑΧΑΛΙΟΣ	[981, 1811, 1061, 1826]
article-paragraph: Αἱ δύο διαδηλώσεις συνηντήθησαν, ἐπηκολούθησε δὲ μεγάλη συμπλοκή. Κατ' αὐτὴν ἐξετυπώχθησαν αἰφνιδίως τὰ δύο ἐχθρὸς χωροφύλακας καὶ ἐτραυματίσαν ἕνα ἐκ τῶν διαδηλωτῶν. Ἡ χωροφυλακὴ ἐπενέβη. Κατὰ τὴν σύγκρουσιν ἐξέφερε τὸ τεταγμένον ἀποτέλεσμα περίεσποραν τὰ πνεύματα ἐγεινε δὲ συγκράτησις καὶ ἡ συμπλοκὴ καὶ ἐτραυματίσθησαν τινες ἐξ ἀμφοτέρων τῶν μερίδων.	[10, 1391, 292, 1543]
article-paragraph: Ἐκ Ναυπλίου ἀνεχώρησαν κατεσπευσμένως εἰς Ἄργος ὁ εἰσαγγελεὺς κ. Ἀξελώσης καὶ ὁ ἀνακριτής, διετάχθη δὲ ὑπὸ τοῦ ὑπουργείου ἡ ἀμέσος ἐνίσχυσις τῆς ἐν Ἄργει στρατιωτικῆς δυνάμεως.	[10, 1134, 292, 1210]
exchange-row	[10, 244, 292, 258]
exchange-cell: 297.—	[252, 243, 290, 258]
exchange-row	[10, 258, 292, 272]
article-paragraph: Κατὰ μετάφρασιν ἐκ τοῦ ἰταλικοῦ εἶδε τὸ φῶς ὁ Μέγας ΟΝΕΙΡΟΚΡΙΤΗΣ τοῦ Γ. Πλέξη ἐν τόμῳ πολυτελεῖ.	[888, 1067, 1154, 1112]
ad-tutor-head: Παιδαγωγὸς	[689, 2135, 783, 2151]
aigion-subhead: Σύγκρουσις διαδηλώσεως ἐν Αἰγίῳ.—Τραυματισμός	[10, 1214, 292, 1245]
article-paragraph: Τὸν ἀντίθετον συνδυασμὸν κατήρτισεν ὁ κ. Κροκιδᾶς.	[308, 824, 584, 855]
government-headline-2: ΜΕΤΑ ΤΑΣ ΕΚΛΟΓΑΣ	[946, 1879, 1096, 1900]
exchange-row	[10, 339, 292, 353]
ad-text: ἐπὶ τριετίαν ἐν Παρισίοις εἰς παθολογικὰ νοσήματα ἐν ταῖς κλινικαῖς τῶν διασήμων καθηγητῶν Jaccoud, Potain Granchier, Lancereaux κλπ. Δέχεται ἐπισκέψεις. Κατοικεῖ ὁδὸς Ἑρμοῦ ἀριθ. 49, ἀπέναντι τοῦ ναοῦ Ἁγίου Παύλου.	[600, 1388, 872, 1479]
epirus-headline: ΔΗΛΩΣΙΣ ΗΠΕΙΡΩΤΩΝ	[366, 1655, 526, 1676]
article-paragraph: Ὅπως δὲ βεβαιωθῇ ὁποῖαι θὰ εἶνε κατὰ πᾶσαν πιθανότητα αἱ δυνάμεις τῶν διαφόρων κομμάτων ἐν τῇ Βουλῇ ἀπέναντι τῶν ὁποίων θὰ τηρήσῃ αὐτὴ οἰανδήποτε στάσιν εἴτε τηλεγραφικῶς παρὰ τῶν νομαρχῶν τὰς Κράτους, γενικὰς πληροφορίας περὶ τῶν πιθανωτέρων ἀποτελεσμάτων τῶν ἐκλογῶν.	[1170, 231, 1590, 337]
calendar-title: ΗΜΕΡΟΛΟΓΙΟΝ	[79, 118, 223, 143]
patras-interviews-headline: ΣΥΝΕΝΤΕΥΞΕΙΣ ΜΕΤ' ΑΥΤΩΝ	[1277, 611, 1483, 631]
ad-teeth-title: ΛΕΥΚΟΙ ΟΔΟΝΤΕΣ	[670, 1597, 802, 1618]
ad-toothpaste-name2: Τὸ Καλόδοντον Κατσάρη	[642, 1703, 830, 1719]
ad-text: Εἰδικὸς τὰ Συφιλιδικὰ καὶ Γυναικεία νοσήματα σπουδάσας εἰς τὰ Παρίσιοις καὶ Βιέννῃ ἐφαρμόσθησιν τὰ τελευταῖα μεθόδου	[600, 212, 872, 273]
ad-sewing-head: Ῥαπτομηχαναὶ	[680, 1922, 792, 1938]
article-paragraph: ΒΑΣΙΛΙΚΟΝ ἐργοστάσιον κατόπτρων Ἀλέξανδρου Δ. Καρατζᾶ, ἐν Ἀθήναις, ὁδὸς Ὁμήρου ἀριθμὸς 6, (Πάροδος ὁδοῦ Σταδίου ἔναντι τῆς Βουλῆς). Ὁ γνωστότατος εἰς τὸ κοινὸν τοῦτον τῆς πρωτευούσης διὰ τὴν ἐπιτυχίαν, καὶ κ. Ἀλέξανδρος Δ. Καρατζᾶς, ἔχει τελειοποιήσῃ καὶ εὐρύτερον εἰσάγει ὡραίοις καὶ παντὸς εἴδους ἐργασίας ἐκ κατόπτρων, πλαισίων, ἐπίπλων πολυτελείας καὶ ἐν γένει ὅλων τῶν ἀναγκαιούντων εἰς τὴν κατοικίαν.	[888, 400, 1154, 582]
ad-thermo-shop: εἰς τὸ ΟΠΤΙΚΟΝ ΚΑΤΑΣΤΗΜΑ	[677, 1183, 795, 1224]
exchange-cell: 30.85	[257, 297, 290, 312]
exchange-cell: 1.25.14	[246, 324, 290, 339]
exchange-cell: Ἀλεξαν.	[12, 337, 59, 352]
roufos-subhead: ὑποψήφιος ἐν τῷ Ῥουφικῷ συνδυασμῷ	[1231, 976, 1529, 991]
roufos-headline: Ο κ. Ι. Γ. ΡΟΥΦΟΣ	[1314, 953, 1446, 973]
megara-subhead: Ἐν Μεγάροις	[397, 554, 495, 570]
article-paragraph: Ὁ Δερβὲν Φόρκα. Ἐπεδόθη πατρίδι τοῦ νεκροῦ ὑποψηφίου κ. Μαντελενόπουλου τῆς δημαρχοῦσης θὰ ὑπερψηφισθῇ καὶ ὁ Μαρκοὺ συνδυασμὸς καίτοι ὁ ἀντίθετος ἔχει ὑποψήφιον ἐκ τοῦ δήμου τούτου τὸν ἰατρὸν κ. Κυριακόπουλον.	[308, 992, 584, 1083]
article-paragraph: Σήμερον τὸ ἀπόγευμα ἀπέρχεται εἰς τὴν ἐν Δεκελείᾳ ἔπαυλιν ἡ Α. Μ. ὁ Βασιλεὺς μετὰ τῆς Βασιλίσσης, τοῦ Διαδόχου, τῶν λοιπῶν μελῶν τῆς Βασ. Οἰκογενείας καὶ τοῦ πριγκιπικοῦ ζεύγους τῆς Ἑσσης.	[10, 527, 292, 603]
exchange-cell: 63.25 Λαυρίου	[148, 256, 234, 271]
exchange-row	[10, 312, 292, 326]
exchange-cell: 127.50 Πειραιῶς	[134, 243, 234, 258]
exchange-cell: Ἐθνικ. Τρ.	[12, 243, 73, 258]
article-paragraph: Κατὰ τηλεγράφημα πρὸς τὸ ὑπουργεῖον τῆς Δικαιοσύνης, αἱματηρὰ συμπλοκὴ ἐγένετο ἐν Ἄργει μεταξὺ τῶν δύο ἀντιθέτων ἐκλογικῶν ὁμάδων.	[10, 970, 292, 1031]
patras-subhead: Ἐν Πάτραις	[401, 202, 491, 218]
article-paragraph: Περὶ δὲ τῆς πορείας τῆς Βουλῆς, περὶ ἧς μὲ ἐρωτᾶτε, σᾶς λέγω ὅτι αὕτη ἡ Βουλὴ ὀφείλει, καὶ ἐξ ἑνὸς καθήκον νὰ περισυμμαζεύσῃ τὰ ναυάγια καὶ νὰ ἐργασθῇ μετ' αὐταπαρνήσεως ὅπως μὴ σώσῃ ἐκ τῆς καταστροφῆς εἰς ἣν ἐφθάσαμεν.	[1170, 1108, 1590, 1196]
aid-subhead: Ἐκ μέρους τῆς Βασιλίσσης	[50, 703, 252, 719]
article-paragraph: Νὰ εἰσαχθῇ τὸ ἔμμισθον τοῦ κλήρου.	[1184, 1607, 1448, 1623]
ad-cologne-title: ΚΟΛΩΝΙΑ ΚΑΤΣΑΡΗ	[643, 1491, 829, 1517]
exchange-row	[10, 271, 292, 285]
ad-text: Πωλεῖται ἐν τῷ φαρμακείῳ Κατσάρη, ὁδὸς Πατησίων 19 Α'.	[600, 1755, 872, 1785]
ad-path-title: ΠΑΘΟΛΟΓΙΚΑ ΝΟΣΗΜΑΤΑ	[641, 1306, 831, 1327]
article-paragraph: Τηλεγραφήματα ἐπίσημα ἀναγγέλλουν ὅτι ἡ τάξις ἐν Αἰγίῳ σοβαρῶς διεταράχθη ἐκ νέου. Ἐπὶ τῇ ἀφίξει τοῦ ὑποψηφίου κ. Σμόλενσκι ἐγένετο μεγάλη διαδήλωσις ὑπὲρ τοῦ κ. Σμόλενσκι κατὰ τὴν ὁποίαν ἐτραυματίσθη αὐτός.	[10, 1246, 292, 1337]
government-subhead: Ὁδηγίαι πρὸς τοὺς νομάρχας. —Οἱ πιθανώτεροι βουλευταί	[892, 1917, 1150, 1948]
ad-text: διὰ παρκέτα, πιάνα καὶ μάρμαρα.	[614, 1990, 823, 2005]
article-paragraph: ΒΙΕΝΝΗ, 5 Φεβρουαρίου. Ἡ Τουρκία μετὰ καταπληκτικῆς δραστηριότητος ὀχυρώνει τὰ Μαυροβουνιωτικὰ σύνορα ἐξ ὧν τὰ ὁποῖα ἀποστέλλει ἐπιτάσεις μεγάλας ποσότητας πολεμικοῦ ὑλικοῦ.	[888, 1715, 1154, 1806]
tatoi-headline: Ο ΒΑΣΙΛΕΥΣ ΕΙΣ ΤΑΤΟΙ ΟΝ	[76, 456, 226, 508]
exchange-cell: 34.95	[257, 310, 290, 325]
exchange-title: ΧΡΗΜΑΤΙΣΤΗΡΙΟΝ	[64, 204, 238, 230]
ad-text: τὸ ὁποῖον συνιστᾶ χρῆσιν πᾶσα ἡ ἀριστοκρατία τῶν Ἀθηνῶν.	[600, 1669, 872, 1699]
albania-signature: ΚΑΡΑΧΑΛΙΟΣ	[981, 1610, 1061, 1625]
exchange-cell: 1.92.14	[246, 337, 290, 352]
article-paragraph: Ἐξεδόθησαν καὶ Κοινωνιολογικὰ καὶ Ἐγκληματολογικὰ ΜΕΛΕΤΗΜΑΤΑ τοῦ διακεκριμένου κ. Κ. Κυπριάδου καὶ πωλοῦνται δρχ. 2 ἐν τῷ καταστήματι Ἀ. Φέξη ἐν ὁδῷ Αἰόλου 146.	[888, 1197, 1154, 1272]
